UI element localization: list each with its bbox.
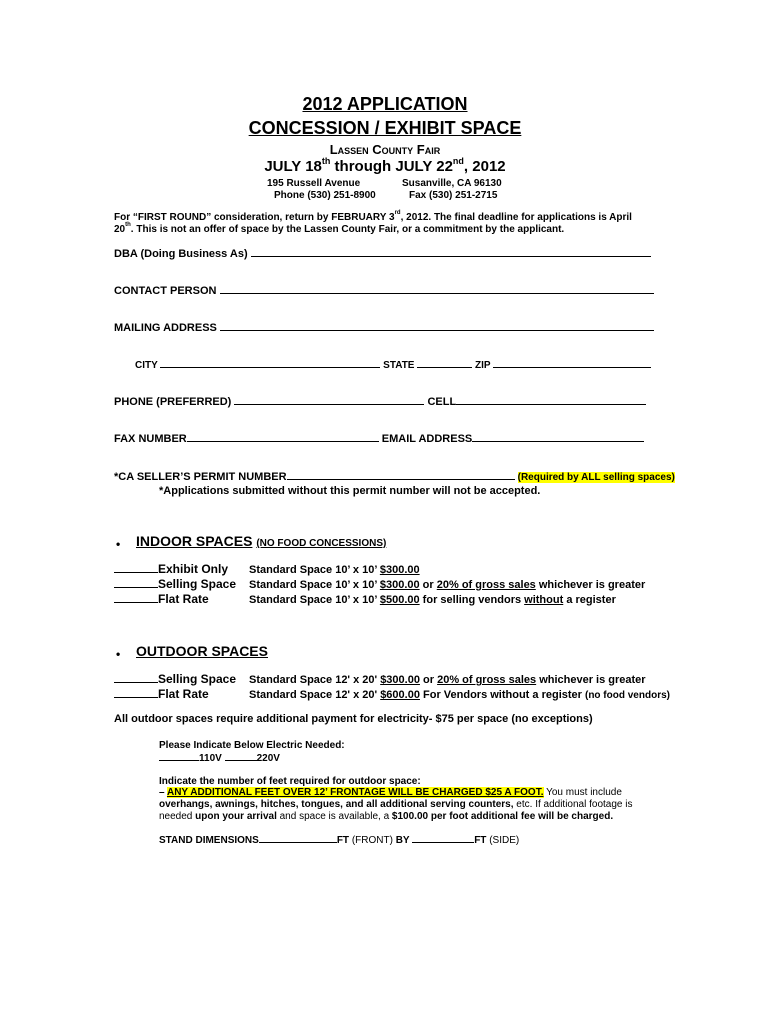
electricity-note: All outdoor spaces require additional payment for electricity- $75 per space (no exceptions) <box>114 713 593 725</box>
contact-field[interactable] <box>114 285 654 297</box>
electric-220v-label: 220V <box>256 753 280 764</box>
indoor-row-2[interactable] <box>114 577 236 591</box>
cell-label: CELL <box>427 396 457 408</box>
contact-input-line[interactable] <box>220 292 654 294</box>
electric-220v-blank[interactable] <box>225 759 257 761</box>
fax-email-field[interactable] <box>114 433 644 445</box>
fax-label: FAX NUMBER <box>114 433 187 445</box>
indoor-row-1-desc: Standard Space 10’ x 10’ $300.00 <box>249 564 420 576</box>
indoor-row-1-blank[interactable] <box>114 571 158 573</box>
indoor-row-2-label: Selling Space <box>158 577 237 591</box>
dba-field[interactable] <box>114 248 651 260</box>
phone-number: Phone (530) 251-8900 <box>274 190 376 201</box>
indoor-bullet: • <box>116 537 121 551</box>
outdoor-row-2-label: Flat Rate <box>158 687 209 701</box>
footage-line1: – ANY ADDITIONAL FEET OVER 12’ FRONTAGE WILL BE CHARGED $25 A FOOT. You must include <box>159 787 622 798</box>
outdoor-bullet: • <box>116 647 121 661</box>
footage-title: Indicate the number of feet required for outdoor space: <box>159 776 421 787</box>
permit-input-line[interactable] <box>287 478 515 480</box>
dba-input-line[interactable] <box>251 255 651 257</box>
zip-input-line[interactable] <box>493 366 651 368</box>
outdoor-row-2[interactable] <box>114 687 209 701</box>
permit-label: *CA SELLER’S PERMIT NUMBER <box>114 471 287 483</box>
outdoor-row-2-desc: Standard Space 12' x 20' $600.00 For Vendors without a register (no food vendors) <box>249 689 670 701</box>
electric-110v-blank[interactable] <box>159 759 199 761</box>
indoor-heading: INDOOR SPACES (NO FOOD CONCESSIONS) <box>136 533 387 549</box>
electric-options[interactable] <box>159 753 280 764</box>
indoor-heading-note: (NO FOOD CONCESSIONS) <box>256 538 387 549</box>
fair-dates: JULY 18th through JULY 22nd, 2012 <box>264 156 506 175</box>
email-input-line[interactable] <box>472 440 644 442</box>
intro-line2: 20th. This is not an offer of space by the Lassen County Fair, or a commitment by the applicant. <box>114 222 565 235</box>
electric-110v-label: 110V <box>199 753 222 764</box>
footage-line3: needed upon your arrival and space is available, a $100.00 per foot additional fee will be charged. <box>159 811 614 822</box>
indoor-row-3-desc: Standard Space 10’ x 10’ $500.00 for selling vendors without a register <box>249 594 616 606</box>
outdoor-row-2-blank[interactable] <box>114 696 158 698</box>
permit-warning: *Applications submitted without this permit number will not be accepted. <box>159 485 541 497</box>
permit-required-note: (Required by ALL selling spaces) <box>517 472 675 483</box>
footage-highlight: ANY ADDITIONAL FEET OVER 12’ FRONTAGE WILL BE CHARGED $25 A FOOT. <box>166 787 544 798</box>
email-label: EMAIL ADDRESS <box>381 433 473 445</box>
outdoor-row-1-blank[interactable] <box>114 681 158 683</box>
fax-number: Fax (530) 251-2715 <box>409 190 498 201</box>
stand-dimensions-label: STAND DIMENSIONS <box>159 835 259 846</box>
phone-input-line[interactable] <box>234 403 424 405</box>
phone-cell-field[interactable] <box>114 396 646 408</box>
footage-line2: overhangs, awnings, hitches, tongues, and all additional serving counters, etc. If additional footage is <box>159 799 633 810</box>
stand-side-input-line[interactable] <box>412 841 474 843</box>
indoor-row-1[interactable] <box>114 562 228 576</box>
title-line1: 2012 APPLICATION <box>302 94 468 114</box>
cell-input-line[interactable] <box>456 403 646 405</box>
outdoor-heading: OUTDOOR SPACES <box>136 643 268 659</box>
contact-label: CONTACT PERSON <box>114 285 217 297</box>
title-line2: CONCESSION / EXHIBIT SPACE <box>248 118 522 138</box>
intro-line1: For “FIRST ROUND” consideration, return by FEBRUARY 3rd, 2012. The final deadline for applications is April <box>114 210 632 223</box>
mailing-input-line[interactable] <box>220 329 654 331</box>
indoor-row-2-desc: Standard Space 10’ x 10’ $300.00 or 20% of gross sales whichever is greater <box>249 579 646 591</box>
indoor-row-1-label: Exhibit Only <box>158 562 229 576</box>
state-input-line[interactable] <box>417 366 472 368</box>
outdoor-row-1-label: Selling Space <box>158 672 237 686</box>
dba-label: DBA (Doing Business As) <box>114 248 248 260</box>
indoor-row-3-blank[interactable] <box>114 601 158 603</box>
indoor-row-3-label: Flat Rate <box>158 592 209 606</box>
state-label: STATE <box>383 360 415 371</box>
phone-label: PHONE (PREFERRED) <box>114 396 232 408</box>
outdoor-row-1[interactable] <box>114 672 236 686</box>
org-name: Lassen County Fair <box>329 142 441 157</box>
city-state-zip-field[interactable] <box>135 360 651 371</box>
mailing-field[interactable] <box>114 322 654 334</box>
mailing-label: MAILING ADDRESS <box>114 322 217 334</box>
outdoor-row-1-desc: Standard Space 12' x 20' $300.00 or 20% of gross sales whichever is greater <box>249 674 646 686</box>
city-label: CITY <box>135 360 158 371</box>
stand-dimensions-field[interactable]: STAND DIMENSIONS FT (FRONT) BY FT (SIDE) <box>159 835 520 846</box>
city-state: Susanville, CA 96130 <box>402 178 502 189</box>
indoor-row-2-blank[interactable] <box>114 586 158 588</box>
indoor-row-3[interactable] <box>114 592 209 606</box>
fax-input-line[interactable] <box>187 440 379 442</box>
permit-field[interactable] <box>114 471 675 483</box>
electric-title: Please Indicate Below Electric Needed: <box>159 740 345 751</box>
stand-front-input-line[interactable] <box>259 841 337 843</box>
city-input-line[interactable] <box>160 366 380 368</box>
street-address: 195 Russell Avenue <box>267 178 361 189</box>
zip-label: ZIP <box>475 360 491 371</box>
